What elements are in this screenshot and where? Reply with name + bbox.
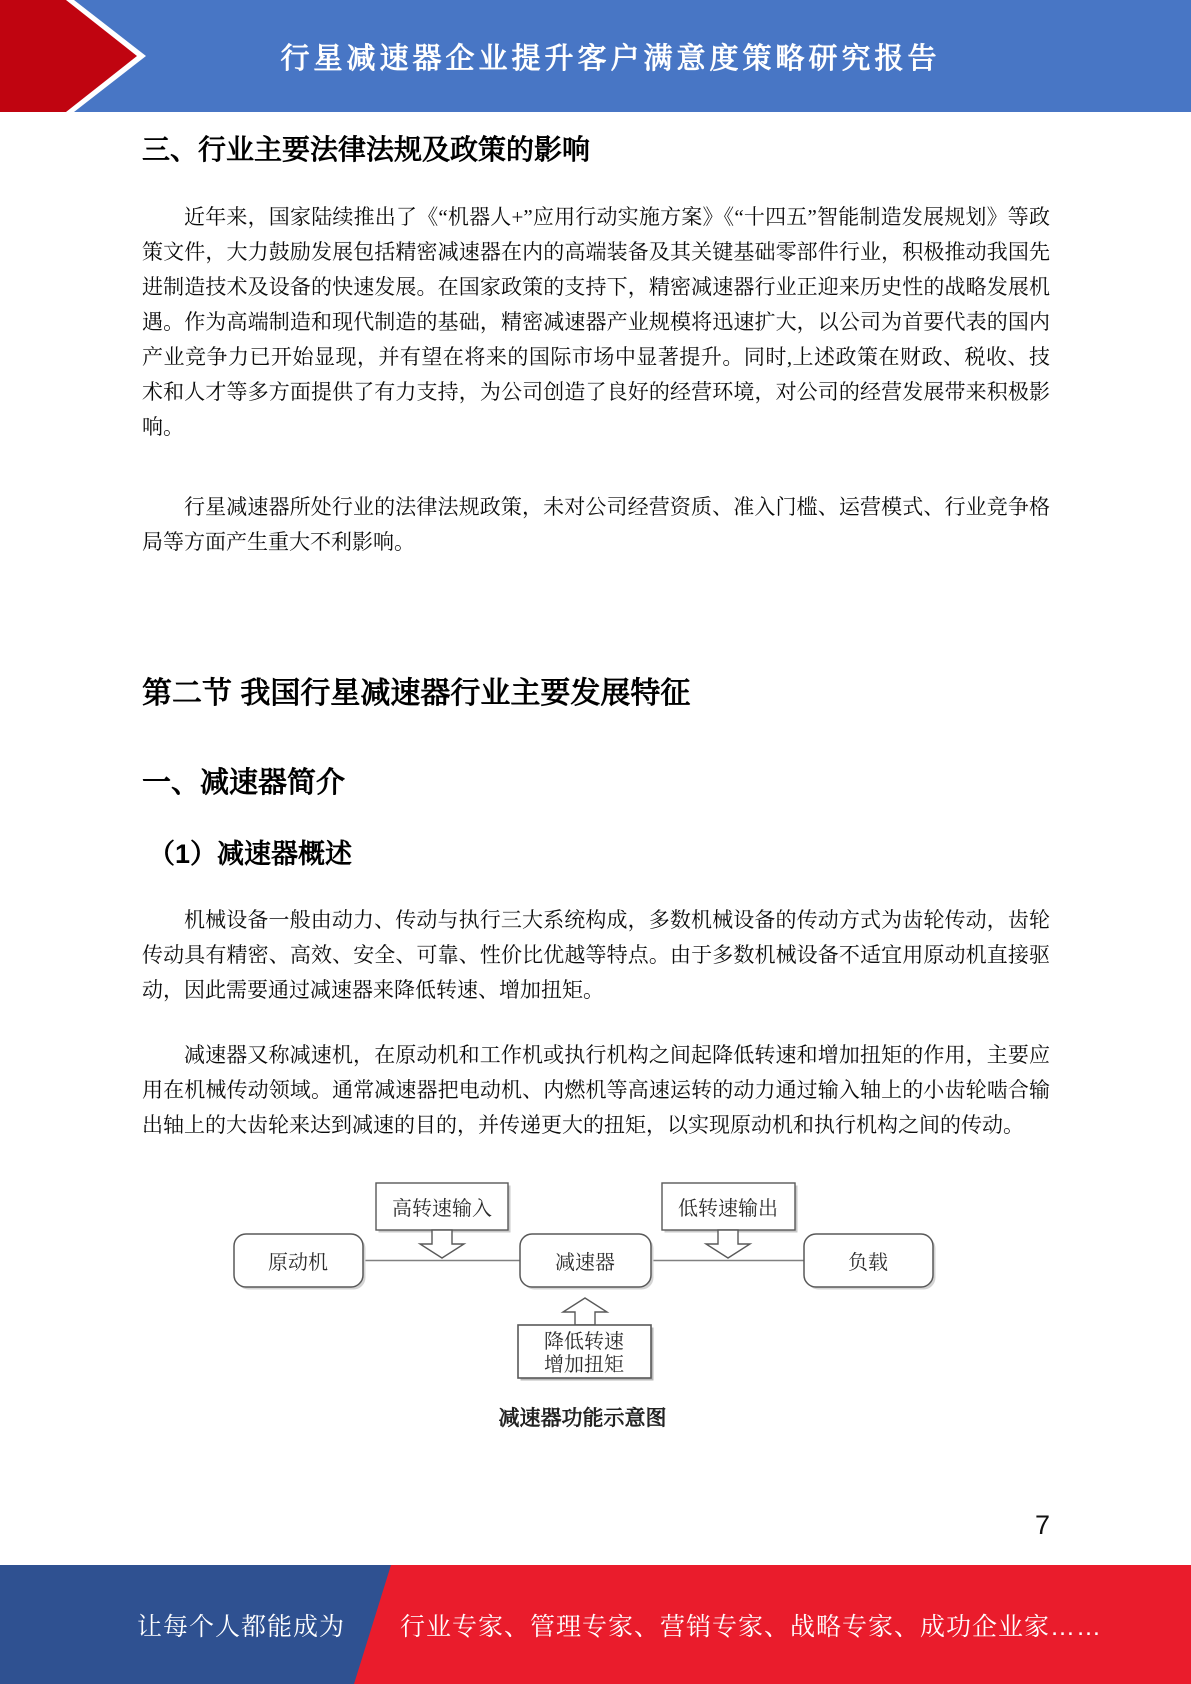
label-box-low-speed-output [662, 1183, 798, 1233]
report-title: 行星减速器企业提升客户满意度策略研究报告 [280, 42, 941, 75]
svg-text:减速器: 减速器 [555, 1252, 615, 1274]
footer-left-text: 让每个人都能成为 [136, 1612, 345, 1641]
reducer-function-diagram [225, 1178, 940, 1388]
footer-right-text: 行业专家、管理专家、营销专家、战略专家、成功企业家…… [400, 1612, 1103, 1641]
down-arrow-icon-left [420, 1230, 464, 1258]
label-box-reduce-speed-increase-torque [518, 1325, 654, 1381]
subheading-reducer-overview: （1）减速器概述 [148, 839, 353, 869]
footer-band [0, 1565, 1191, 1684]
svg-text:原动机: 原动机 [268, 1252, 328, 1274]
paragraph-policy: 近年来，国家陆续推出了《“机器人+”应用行动实施方案》《“十四五”智能制造发展规划》等政策文件，大力鼓励发展包括精密减速器在内的高端装备及其关键基础零部件行业，积极推动我国先进制造技术及设备的快速发展。在国家政策的支持下，精密减速器行业正迎来历史性的战略发展机遇。作为高端制造和现代制造的基础，精密减速器产业规模将迅速扩大，以公司为首要代表的国内产业竞争力已开始显现，并有望在将来的国际市场中显著提升。同时,上述政策在财政、税收、技术和人才等多方面提供了有力支持，为公司创造了良好的经营环境，对公司的经营发展带来积极影响。 [142, 205, 1050, 439]
diagram-caption: 减速器功能示意图 [498, 1406, 667, 1430]
paragraph-no-adverse-impact: 行星减速器所处行业的法律法规政策，未对公司经营资质、准入门槛、运营模式、行业竞争格局等方面产生重大不利影响。 [142, 495, 1050, 554]
up-arrow-icon [563, 1298, 607, 1325]
page-number: 7 [1034, 1510, 1050, 1540]
svg-text:降低转速: 降低转速 [544, 1331, 624, 1353]
chapter-heading-section2: 第二节 我国行星减速器行业主要发展特征 [142, 677, 691, 710]
chevron-arrow-icon [0, 0, 160, 112]
label-box-high-speed-input [376, 1183, 511, 1233]
section-heading-laws: 三、行业主要法律法规及政策的影响 [142, 134, 591, 165]
svg-text:高转速输入: 高转速输入 [392, 1198, 492, 1220]
paragraph-mechanical-systems: 机械设备一般由动力、传动与执行三大系统构成，多数机械设备的传动方式为齿轮传动，齿轮传动具有精密、高效、安全、可靠、性价比优越等特点。由于多数机械设备不适宜用原动机直接驱动，因此需要通过减速器来降低转速、增加扭矩。 [142, 908, 1050, 1002]
svg-text:负载: 负载 [848, 1252, 888, 1274]
diagram-node-prime-mover [234, 1234, 366, 1290]
svg-text:增加扭矩: 增加扭矩 [544, 1354, 624, 1376]
svg-text:低转速输出: 低转速输出 [678, 1198, 778, 1220]
diagram-node-load [804, 1234, 936, 1290]
diagram-node-reducer [520, 1234, 654, 1290]
subsection-heading-reducer-intro: 一、减速器简介 [142, 767, 346, 799]
down-arrow-icon-right [706, 1230, 750, 1258]
paragraph-reducer-function: 减速器又称减速机，在原动机和工作机或执行机构之间起降低转速和增加扭矩的作用，主要应用在机械传动领域。通常减速器把电动机、内燃机等高速运转的动力通过输入轴上的小齿轮啮合输出轴上的大齿轮来达到减速的目的，并传递更大的扭矩，以实现原动机和执行机构之间的传动。 [142, 1043, 1050, 1137]
header-banner [0, 0, 1191, 112]
